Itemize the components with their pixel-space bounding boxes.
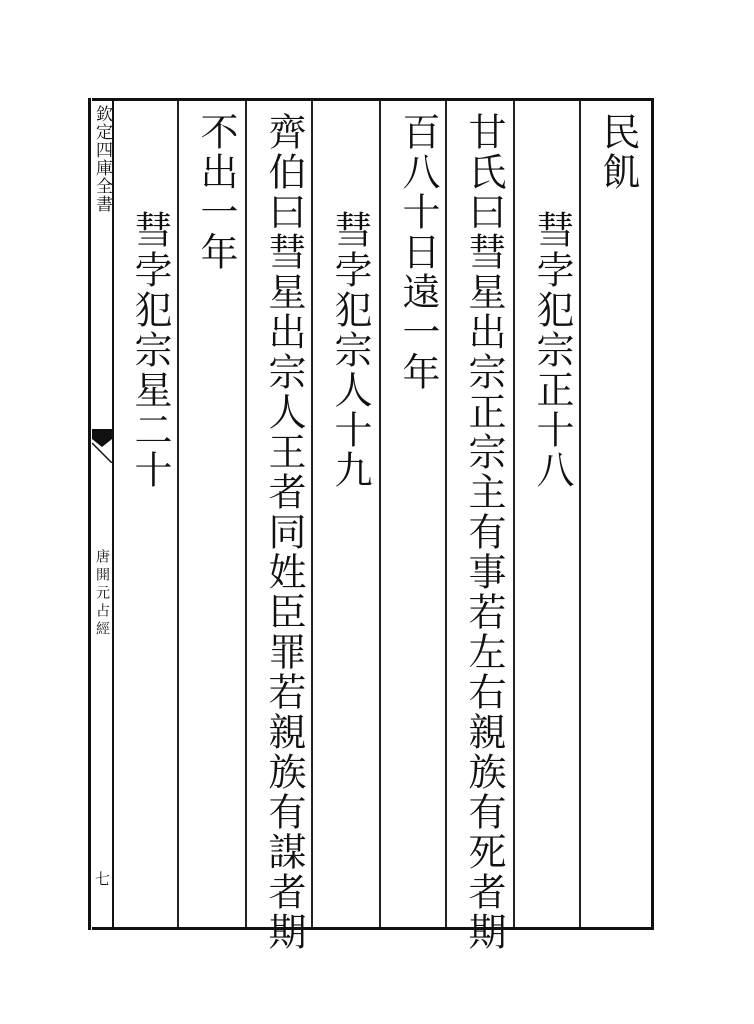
column-rule — [513, 101, 515, 927]
column-rule — [311, 101, 313, 927]
text-column-7: 不出一年 — [194, 112, 238, 272]
text-column-4: 百八十日遠一年 — [396, 112, 440, 392]
column-rule — [245, 101, 247, 927]
margin-divider — [112, 101, 114, 927]
column-rule — [177, 101, 179, 927]
column-rule — [445, 101, 447, 927]
page-margin — [92, 101, 112, 927]
text-column-3: 甘氏曰彗星出宗正宗主有事若左右親族有死者期 — [462, 112, 506, 952]
text-column-1: 民飢 — [596, 112, 640, 192]
book-title: 欽定四庫全書 — [92, 105, 112, 213]
page-number: 七 — [93, 871, 111, 886]
column-rule — [579, 101, 581, 927]
text-column-6: 齊伯曰彗星出宗人王者同姓臣罪若親族有謀者期 — [262, 112, 306, 952]
text-column-8: 彗孛犯宗星二十 — [128, 210, 172, 490]
column-rule — [379, 101, 381, 927]
page-frame-left — [88, 98, 91, 930]
section-title: 唐開元占經 — [94, 549, 110, 639]
fishtail-mark-icon — [92, 429, 112, 463]
text-column-5: 彗孛犯宗人十九 — [328, 210, 372, 490]
text-column-2: 彗孛犯宗正十八 — [530, 210, 574, 490]
